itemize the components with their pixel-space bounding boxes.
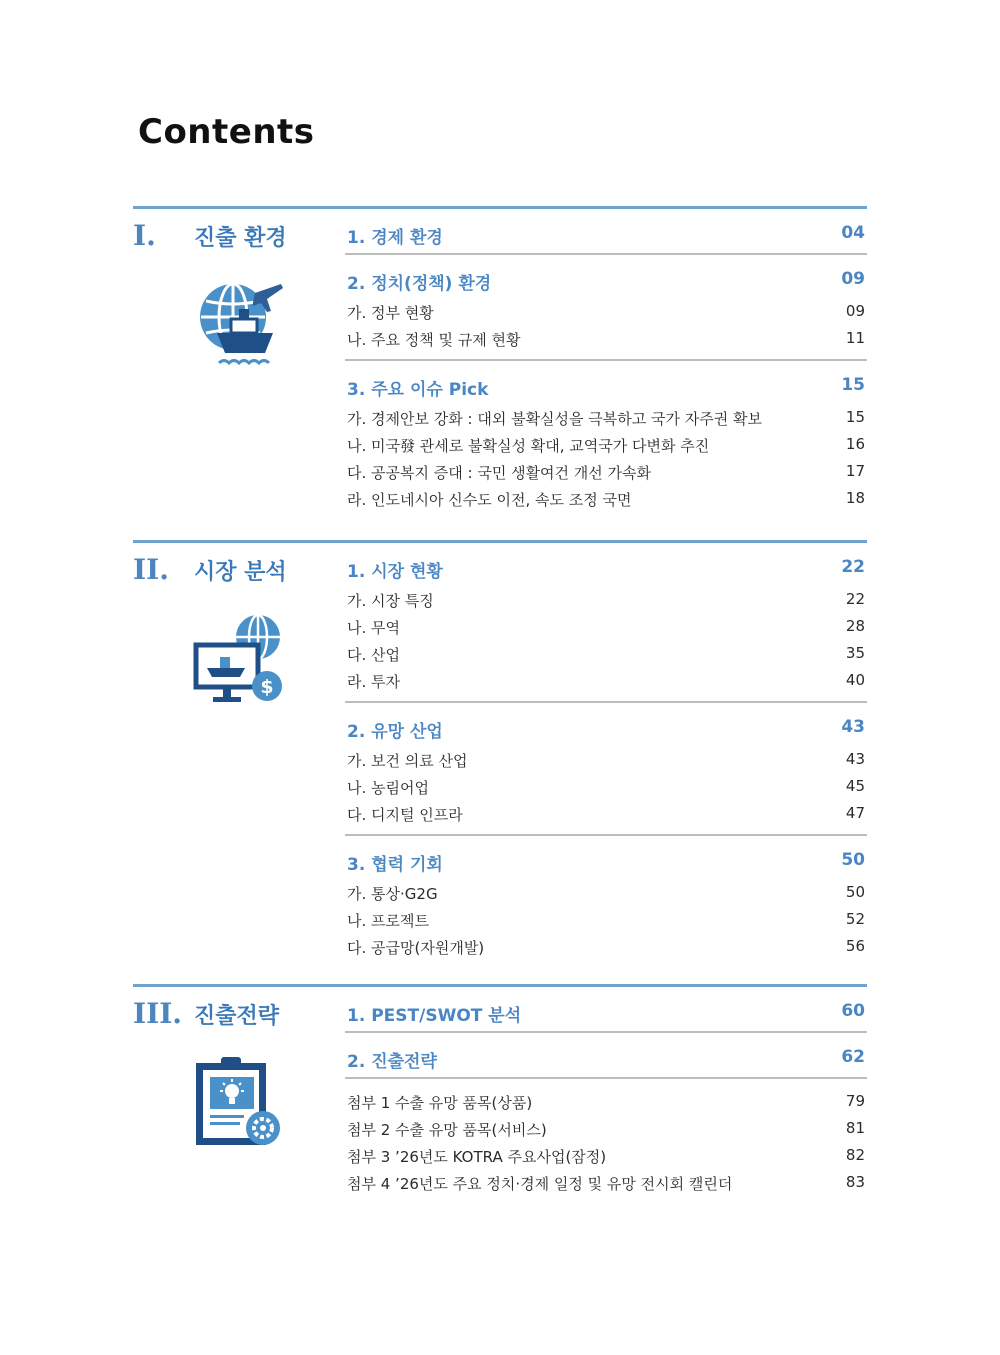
toc-item[interactable] — [345, 432, 867, 459]
toc-item[interactable] — [345, 668, 867, 695]
toc-heading-page: 22 — [841, 557, 865, 577]
toc-heading[interactable] — [345, 209, 867, 253]
toc-item[interactable] — [345, 641, 867, 668]
toc-item-page: 18 — [845, 489, 865, 507]
toc-item-page: 09 — [845, 302, 865, 320]
toc-group — [345, 987, 867, 1031]
toc-item-label: 나. 주요 정책 및 규제 현황 — [347, 331, 521, 349]
toc-item[interactable] — [345, 326, 867, 353]
toc-item[interactable] — [345, 486, 867, 513]
attachment-page: 83 — [845, 1173, 865, 1191]
toc-item-page: 17 — [845, 462, 865, 480]
attachment-label: 첨부 4 ’26년도 주요 정치·경제 일정 및 유망 전시회 캘린더 — [347, 1175, 733, 1193]
section-title: 진출 환경 — [194, 226, 287, 251]
clipboard-lightbulb-gear-icon — [193, 1055, 288, 1154]
attachment-page: 81 — [845, 1119, 865, 1137]
toc-item[interactable] — [345, 880, 867, 907]
toc-item-page: 16 — [845, 435, 865, 453]
toc-item-page: 15 — [845, 408, 865, 426]
toc-section-1 — [133, 206, 867, 509]
toc-item-label: 다. 디지털 인프라 — [347, 806, 463, 824]
toc-group — [345, 1031, 867, 1077]
attachment-label: 첨부 2 수출 유망 품목(서비스) — [347, 1121, 547, 1139]
monitor-globe-dollar-icon — [193, 613, 288, 712]
section-entries — [345, 987, 867, 1197]
toc-heading-label: 3. 협력 기회 — [347, 855, 443, 875]
toc-heading[interactable] — [345, 361, 867, 405]
attachment-item[interactable] — [345, 1170, 867, 1197]
toc-group — [345, 701, 867, 828]
toc-section-2 — [133, 540, 867, 957]
toc-heading[interactable] — [345, 703, 867, 747]
toc-group — [345, 253, 867, 353]
toc-heading-label: 3. 주요 이슈 Pick — [347, 380, 489, 400]
toc-section-3 — [133, 984, 867, 1207]
toc-item-label: 가. 시장 특징 — [347, 592, 434, 610]
toc-heading[interactable] — [345, 543, 867, 587]
section-roman-numeral: III. — [133, 997, 183, 1030]
toc-item-label: 다. 공급망(자원개발) — [347, 939, 485, 957]
toc-heading-page: 50 — [841, 850, 865, 870]
toc-item-page: 50 — [845, 883, 865, 901]
toc-heading[interactable] — [345, 255, 867, 299]
attachment-page: 79 — [845, 1092, 865, 1110]
toc-heading[interactable] — [345, 836, 867, 880]
toc-heading-label: 2. 진출전략 — [347, 1052, 437, 1072]
attachment-page: 82 — [845, 1146, 865, 1164]
toc-heading[interactable] — [345, 987, 867, 1031]
toc-item-label: 나. 무역 — [347, 619, 401, 637]
toc-item[interactable] — [345, 907, 867, 934]
toc-heading-label: 2. 정치(정책) 환경 — [347, 274, 492, 294]
toc-heading-page: 15 — [841, 375, 865, 395]
toc-item-label: 가. 통상·G2G — [347, 885, 438, 903]
section-entries — [345, 543, 867, 961]
toc-item-label: 다. 공공복지 증대 : 국민 생활여건 개선 가속화 — [347, 464, 652, 482]
toc-item-label: 가. 보건 의료 산업 — [347, 752, 468, 770]
toc-heading-page: 04 — [841, 223, 865, 243]
toc-group — [345, 209, 867, 253]
toc-item[interactable] — [345, 774, 867, 801]
attachment-label: 첨부 1 수출 유망 품목(상품) — [347, 1094, 533, 1112]
toc-item-label: 나. 농림어업 — [347, 779, 429, 797]
toc-heading-label: 2. 유망 산업 — [347, 722, 443, 742]
toc-item-page: 28 — [845, 617, 865, 635]
globe-airplane-ship-icon — [193, 279, 288, 378]
toc-heading[interactable] — [345, 1033, 867, 1077]
svg-text:$: $ — [260, 676, 274, 698]
toc-item[interactable] — [345, 801, 867, 828]
toc-item-label: 가. 경제안보 강화 : 대외 불확실성을 극복하고 국가 자주권 확보 — [347, 410, 762, 428]
toc-heading-label: 1. 시장 현황 — [347, 562, 443, 582]
toc-item-page: 47 — [845, 804, 865, 822]
toc-item-label: 라. 인도네시아 신수도 이전, 속도 조정 국면 — [347, 491, 632, 509]
toc-heading-label: 1. 경제 환경 — [347, 228, 443, 248]
attachment-item[interactable] — [345, 1116, 867, 1143]
toc-item-label: 다. 산업 — [347, 646, 401, 664]
toc-item-label: 라. 투자 — [347, 673, 401, 691]
section-roman-numeral: II. — [133, 553, 169, 586]
toc-item[interactable] — [345, 614, 867, 641]
toc-group — [345, 834, 867, 961]
attachment-label: 첨부 3 ’26년도 KOTRA 주요사업(잠정) — [347, 1148, 607, 1166]
toc-item[interactable] — [345, 934, 867, 961]
toc-heading-page: 09 — [841, 269, 865, 289]
toc-heading-page: 60 — [841, 1001, 865, 1021]
toc-item-page: 45 — [845, 777, 865, 795]
toc-item[interactable] — [345, 405, 867, 432]
toc-item-page: 22 — [845, 590, 865, 608]
toc-item[interactable] — [345, 459, 867, 486]
toc-item-page: 43 — [845, 750, 865, 768]
section-roman-numeral: I. — [133, 219, 156, 252]
section-title: 시장 분석 — [194, 560, 287, 585]
toc-item-page: 35 — [845, 644, 865, 662]
toc-item-label: 나. 미국發 관세로 불확실성 확대, 교역국가 다변화 추진 — [347, 437, 710, 455]
section-title: 진출전략 — [194, 1004, 280, 1029]
toc-group — [345, 359, 867, 513]
toc-item-label: 가. 정부 현황 — [347, 304, 434, 322]
page-title: Contents — [138, 112, 315, 152]
toc-item-page: 56 — [845, 937, 865, 955]
toc-item[interactable] — [345, 587, 867, 614]
toc-item-page: 40 — [845, 671, 865, 689]
attachment-item[interactable] — [345, 1089, 867, 1116]
toc-item[interactable] — [345, 747, 867, 774]
toc-item[interactable] — [345, 299, 867, 326]
toc-heading-page: 43 — [841, 717, 865, 737]
toc-item-page: 52 — [845, 910, 865, 928]
attachments-group — [345, 1077, 867, 1197]
toc-heading-label: 1. PEST/SWOT 분석 — [347, 1006, 522, 1026]
toc-group — [345, 543, 867, 695]
section-entries — [345, 209, 867, 513]
toc-item-page: 11 — [845, 329, 865, 347]
toc-heading-page: 62 — [841, 1047, 865, 1067]
attachment-item[interactable] — [345, 1143, 867, 1170]
toc-item-label: 나. 프로젝트 — [347, 912, 429, 930]
